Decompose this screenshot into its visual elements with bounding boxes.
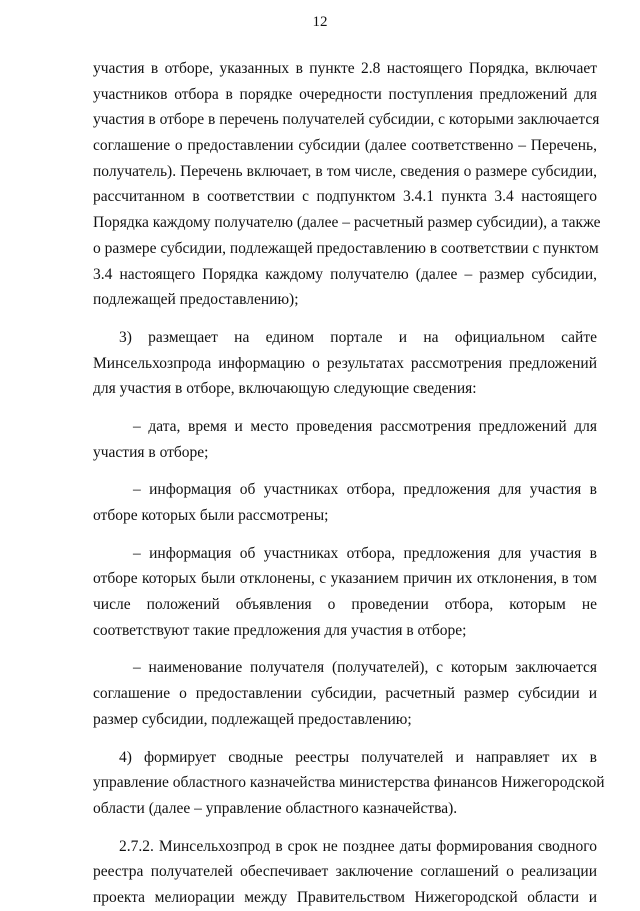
text-line: – информация об участниках отбора, предложения для участия в [133,481,597,499]
text-line: соглашение о предоставлении субсидии (далее соответственно – Перечень, [93,137,597,155]
text-line: 3.4 настоящего Порядка каждому получателю (далее – размер субсидии, [93,265,597,283]
text-line: 2.7.2. Минсельхозпрод в срок не позднее даты формирования сводного [119,837,597,855]
text-line: – наименование получателя (получателей), с которым заключается [133,659,597,677]
text-line: размер субсидии, подлежащей предоставлению; [93,710,412,728]
text-line: проекта мелиорации между Правительством Нижегородской области и [93,888,597,906]
paragraph-gap [93,465,597,477]
paragraph [93,477,597,528]
text-line: реестра получателей обеспечивает заключение соглашений о реализации [93,863,597,881]
text-line: получатель). Перечень включает, в том числе, сведения о размере субсидии, [93,162,597,180]
paragraph [93,414,597,465]
paragraph-gap [93,822,597,834]
text-line: рассчитанном в соответствии с подпунктом 3.4.1 пункта 3.4 настоящего [93,188,597,206]
text-line: числе положений объявления о проведении отбора, которым не [93,596,597,614]
text-line: участия в отборе в перечень получателей субсидии, с которыми заключается [93,111,600,129]
text-line: соответствуют такие предложения для участия в отборе; [93,621,467,639]
text-line: участия в отборе, указанных в пункте 2.8 настоящего Порядка, включает [93,60,597,77]
text-line: Порядка каждому получателю (далее – расчетный размер субсидии), а также [93,214,601,232]
paragraph-gap [93,643,597,655]
text-line: 4) формирует сводные реестры получателей и направляет их в [119,748,597,766]
paragraph [93,325,597,402]
text-line: управление областного казначейства министерства финансов Нижегородской [93,774,605,792]
text-line: отборе которых были отклонены, с указанием причин их отклонения, в том [93,570,597,588]
paragraph-gap [93,313,597,325]
text-line: 3) размещает на едином портале и на официальном сайте [119,328,597,346]
text-line: о размере субсидии, подлежащей предоставлению в соответствии с пунктом [93,239,599,257]
page-number: 12 [312,14,328,30]
text-line: – информация об участниках отбора, предложения для участия в [133,544,597,562]
paragraph-gap [93,402,597,414]
text-line: подлежащей предоставлению); [93,291,299,309]
paragraph [93,745,605,822]
paragraph [93,834,597,911]
document-body [93,56,605,911]
paragraph [93,655,597,732]
paragraph-gap [93,733,597,745]
text-line: участников отбора в порядке очередности поступления предложений для [93,85,597,103]
text-line: соглашение о предоставлении субсидии, расчетный размер субсидии и [93,685,597,703]
paragraph [93,541,597,644]
text-line: Минсельхозпрода информацию о результатах рассмотрения предложений [93,354,597,372]
text-line: области (далее – управление областного казначейства). [93,799,458,817]
text-line: участия в отборе; [93,443,209,461]
paragraph-gap [93,529,597,541]
text-line: для участия в отборе, включающую следующие сведения: [93,380,477,398]
paragraph [93,56,601,313]
text-line: отборе которых были рассмотрены; [93,507,329,524]
text-line: – дата, время и место проведения рассмотрения предложений для [133,417,597,435]
